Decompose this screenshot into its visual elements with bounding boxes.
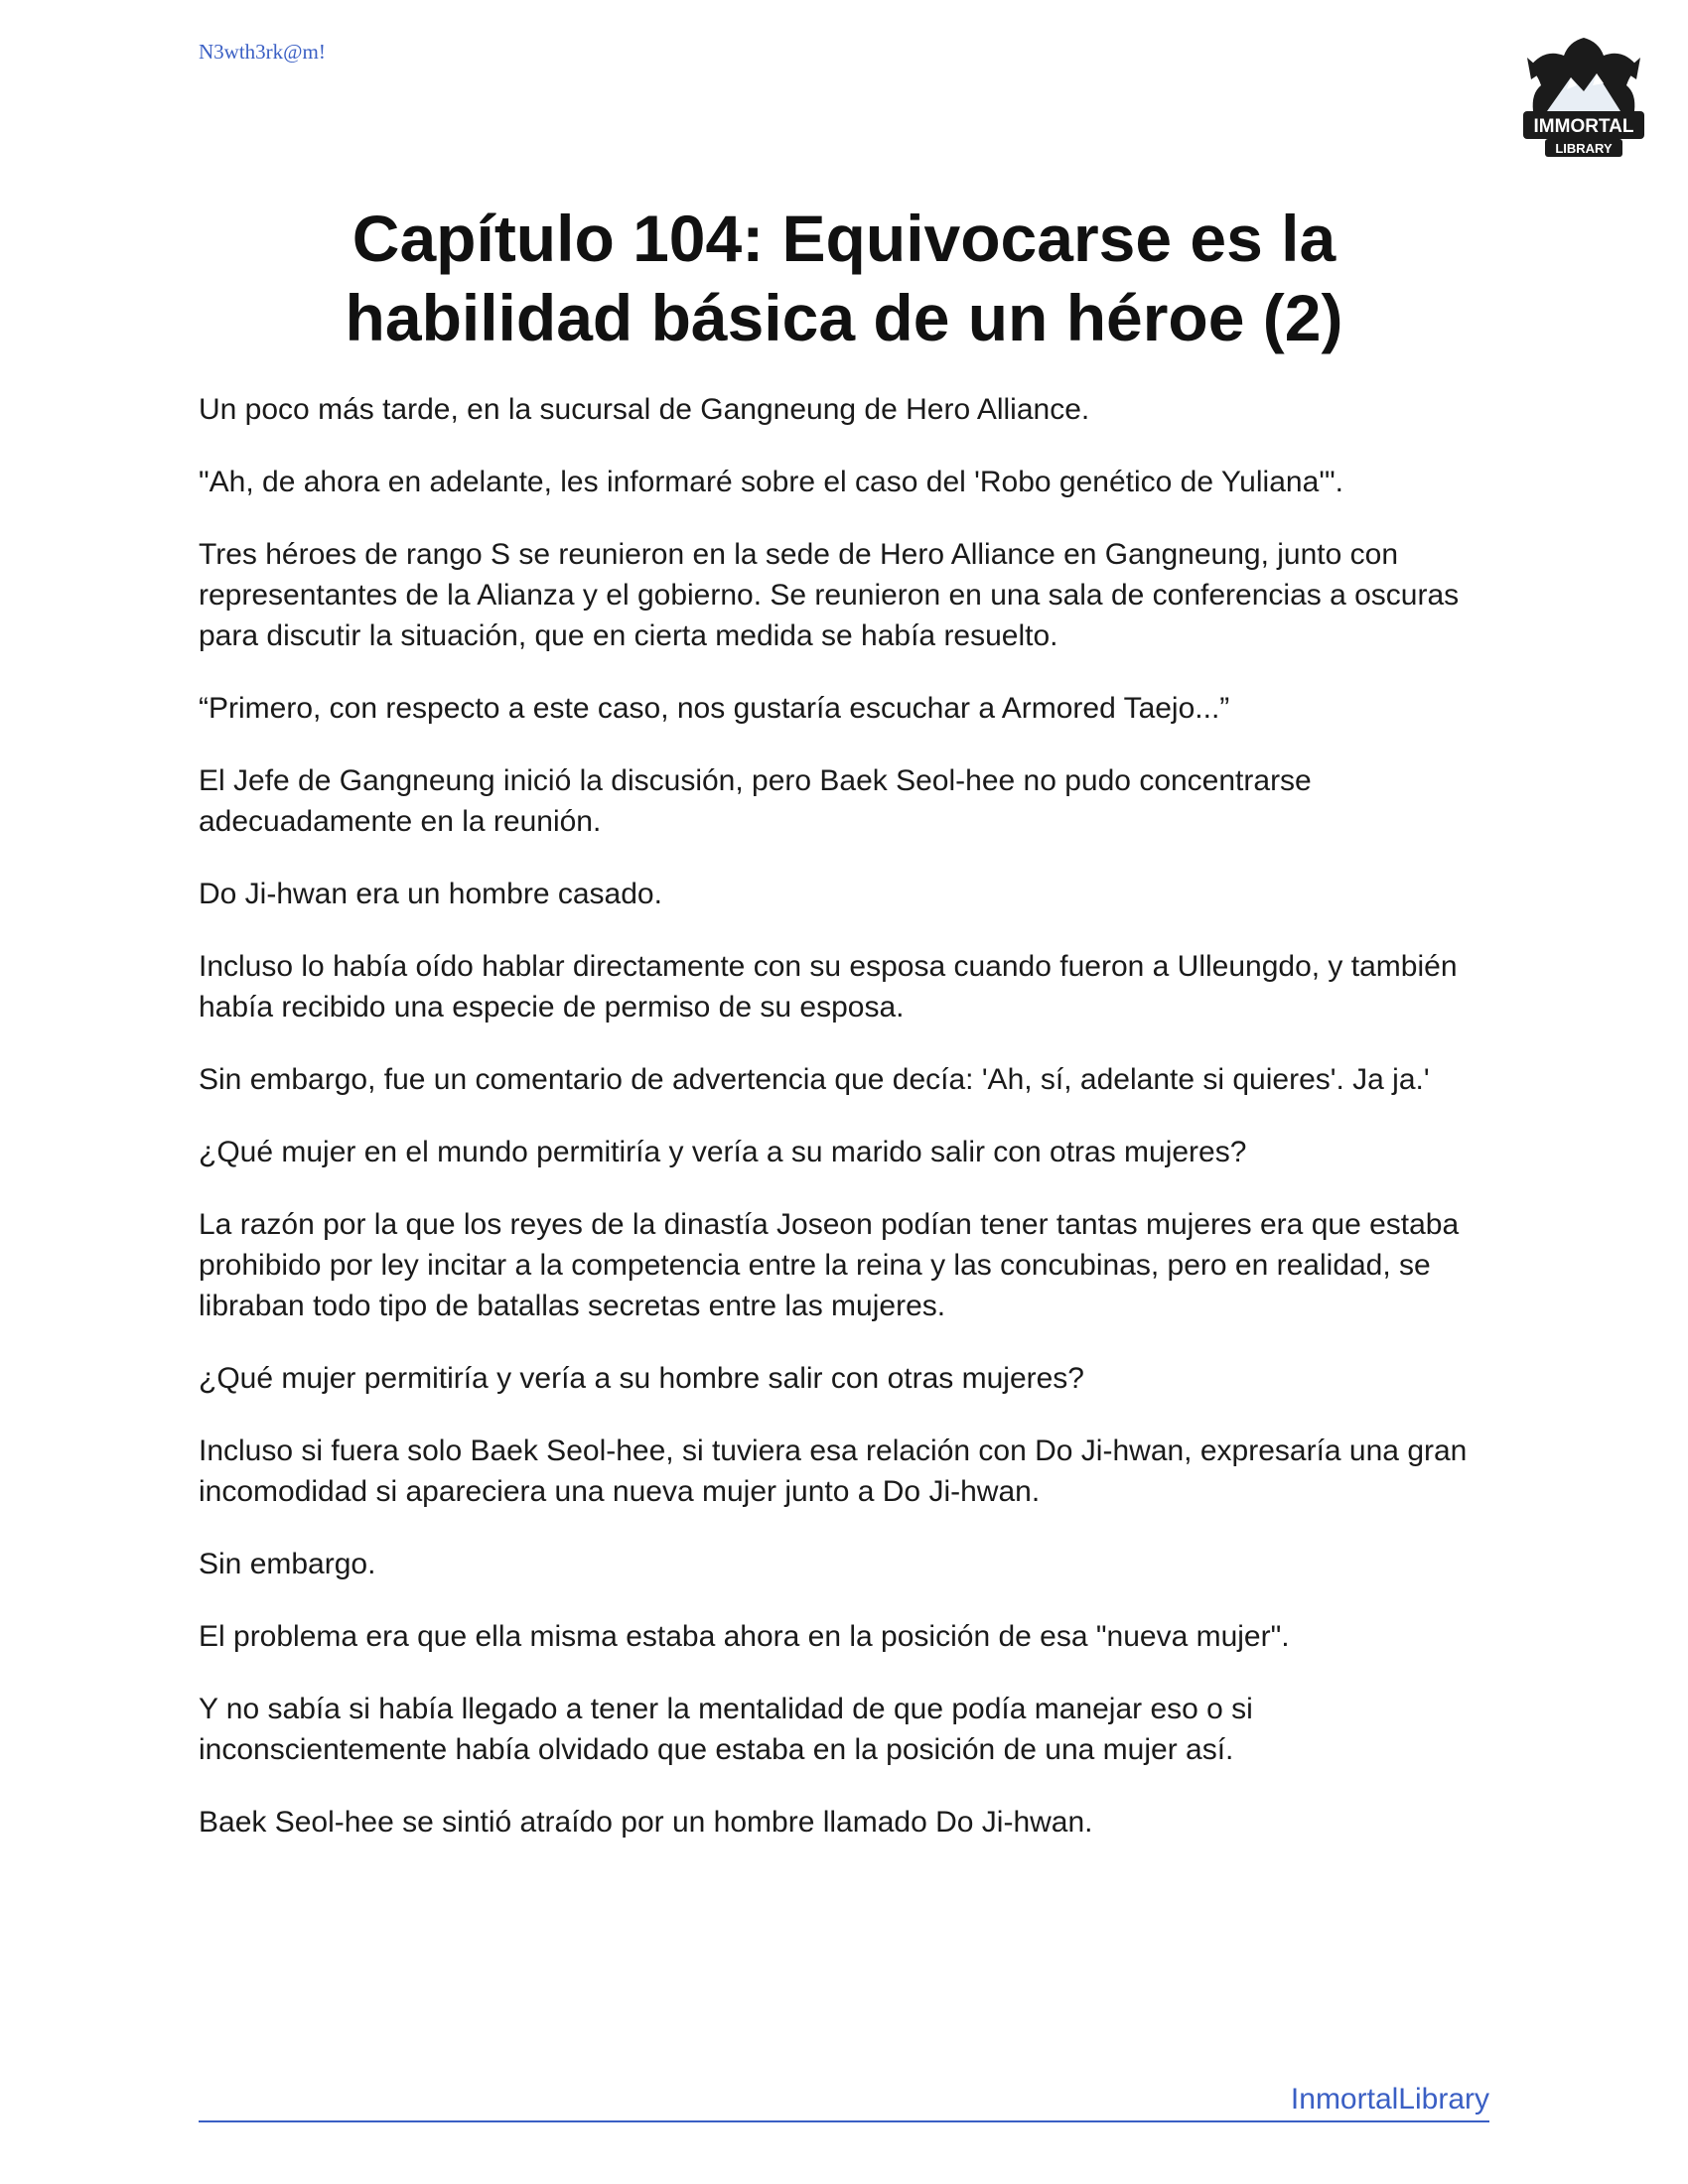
paragraph: Sin embargo, fue un comentario de advertencia que decía: 'Ah, sí, adelante si quieres'. Ja ja.' [199,1063,1430,1096]
paragraph: "Ah, de ahora en adelante, les informaré sobre el caso del 'Robo genético de Yuliana'". [199,466,1343,498]
paragraph: Un poco más tarde, en la sucursal de Gangneung de Hero Alliance. [199,393,1090,426]
paragraph: La razón por la que los reyes de la dinastía Joseon podían tener tantas mujeres era que estaba prohibido por ley incitar a la competencia entre la reina y las concubinas, pero en realidad, se libraban todo tipo de batallas secretas entre las mujeres. [199,1208,1460,1322]
paragraph: Incluso si fuera solo Baek Seol-hee, si tuviera esa relación con Do Ji-hwan, expresaría una gran incomodidad si apareciera una nueva mujer junto a Do Ji-hwan. [199,1434,1468,1508]
footer-link[interactable]: InmortalLibrary [1290,2083,1489,2116]
paragraph: Incluso lo había oído hablar directamente con su esposa cuando fueron a Ulleungdo, y también había recibido una especie de permiso de su esposa. [199,950,1458,1024]
chapter-title-line-1: Capítulo 104: Equivocarse es la [352,202,1336,275]
logo-text-library: LIBRARY [1555,141,1613,156]
chapter-title-line-2: habilidad básica de un héroe (2) [345,281,1343,354]
immortal-library-logo [1509,28,1658,177]
paragraph: “Primero, con respecto a este caso, nos gustaría escuchar a Armored Taejo...” [199,692,1230,725]
paragraph: Do Ji-hwan era un hombre casado. [199,878,662,910]
paragraph: Sin embargo. [199,1548,376,1580]
paragraph: ¿Qué mujer en el mundo permitiría y vería a su marido salir con otras mujeres? [199,1136,1247,1168]
footer-rule [199,2120,1489,2122]
paragraph: Baek Seol-hee se sintió atraído por un hombre llamado Do Ji-hwan. [199,1806,1093,1839]
header-tag: N3wth3rk@m! [199,40,326,64]
paragraph: El problema era que ella misma estaba ahora en la posición de esa "nueva mujer". [199,1620,1290,1653]
chapter-body [199,389,1489,1874]
paragraph: Tres héroes de rango S se reunieron en la sede de Hero Alliance en Gangneung, junto con representantes de la Alianza y el gobierno. Se reunieron en una sala de conferencias a oscuras para discutir la situación, que en cierta medida se había resuelto. [199,538,1460,652]
logo-text-immortal: IMMORTAL [1533,116,1634,137]
paragraph: El Jefe de Gangneung inició la discusión, pero Baek Seol-hee no pudo concentrarse adecuadamente en la reunión. [199,764,1312,838]
paragraph: ¿Qué mujer permitiría y vería a su hombre salir con otras mujeres? [199,1362,1084,1395]
immortal-library-dragon-crest-icon [1509,28,1658,177]
chapter-title [199,199,1489,357]
paragraph: Y no sabía si había llegado a tener la mentalidad de que podía manejar eso o si inconscientemente había olvidado que estaba en la posición de una mujer así. [199,1693,1253,1766]
